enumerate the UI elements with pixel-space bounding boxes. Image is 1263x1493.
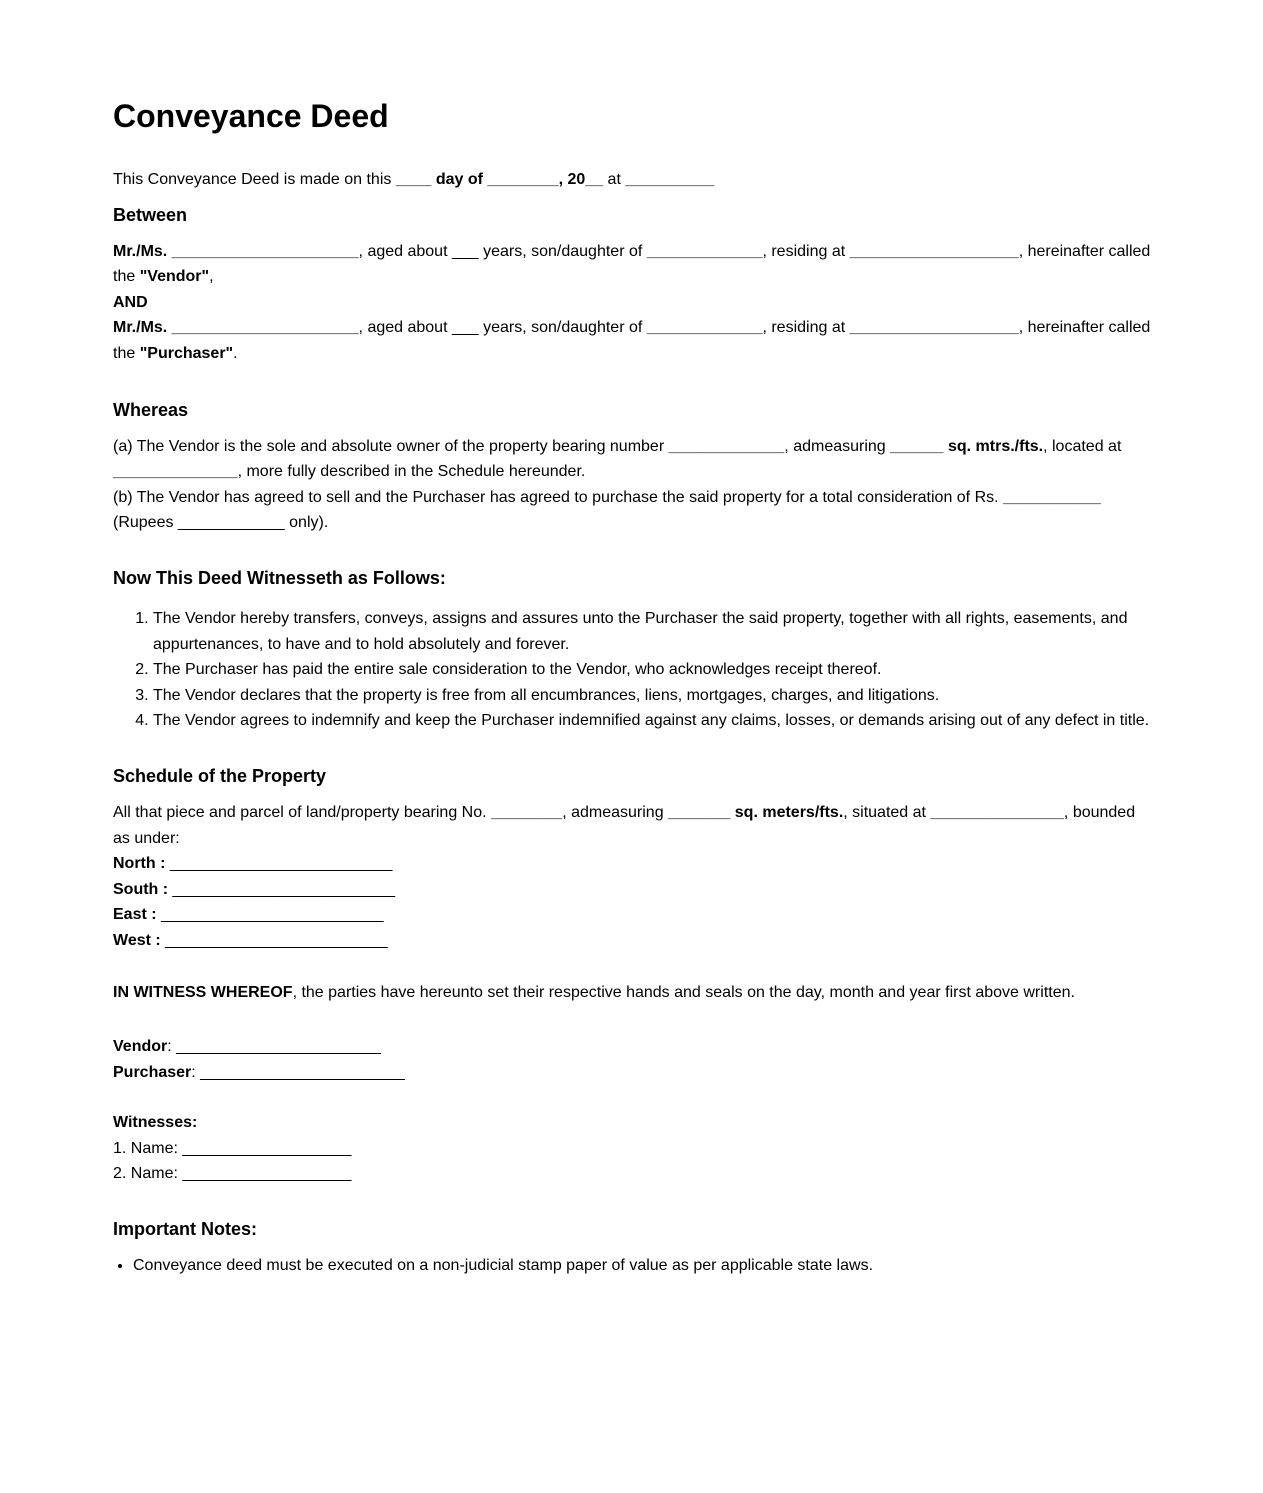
vendor-party-paragraph	[113, 239, 1153, 290]
purchaser-signature-label: Purchaser	[113, 1063, 192, 1081]
list-item: • Conveyance deed must be executed on a non-judicial stamp paper of value as per applicable state laws.	[133, 1253, 1153, 1279]
witnesseth-heading: Now This Deed Witnesseth as Follows:	[113, 567, 446, 588]
schedule-text-2: , admeasuring	[562, 803, 669, 821]
boundary-north	[113, 851, 1153, 877]
schedule-paragraph	[113, 800, 1153, 851]
schedule-text-1: All that piece and parcel of land/property bearing No.	[113, 803, 492, 821]
west-blank: _________________________	[160, 931, 388, 949]
list-item: 4. The Vendor agrees to indemnify and keep the Purchaser indemnified against any claims, losses, or demands arising out of any defect in title.	[153, 708, 1153, 734]
vendor-signature-line	[113, 1034, 1153, 1060]
witness-1-line: 1. Name: ___________________	[113, 1139, 352, 1157]
intro-place-blank: __________	[625, 171, 715, 188]
vendor-parent-blank: _____________	[646, 242, 763, 260]
whereas-heading: Whereas	[113, 399, 189, 420]
intro-paragraph	[113, 167, 1153, 193]
whereas-clause-b	[113, 485, 1153, 536]
witness-clause	[113, 980, 1153, 1006]
schedule-location-blank: _______________	[930, 803, 1064, 821]
in-witness-whereof: IN WITNESS WHEREOF	[113, 984, 293, 1002]
boundary-south	[113, 877, 1153, 903]
east-label: East :	[113, 906, 157, 924]
schedule-heading: Schedule of the Property	[113, 765, 327, 786]
list-item: 1. The Vendor hereby transfers, conveys, assigns and assures unto the Purchaser the said property, together with all rights, easements, and appurtenances, to have and to hold absolutely and forever.	[153, 606, 1153, 657]
north-blank: _________________________	[165, 855, 393, 873]
vendor-signature-blank: : _______________________	[167, 1038, 381, 1056]
vendor-name-blank: Mr./Ms. _____________________	[113, 242, 359, 260]
vendor-residing-text: , residing at	[762, 242, 850, 260]
whereas-a-text-3: , located at	[1043, 437, 1122, 455]
boundary-west	[113, 928, 1153, 954]
whereas-b-text-2: (Rupees ____________ only).	[113, 514, 329, 532]
whereas-clause-a	[113, 434, 1153, 485]
document-title: Conveyance Deed	[113, 98, 389, 134]
property-number-blank: _____________	[668, 437, 785, 455]
and-label	[113, 290, 1153, 316]
between-heading: Between	[113, 204, 188, 225]
purchaser-hereinafter-text: , hereinafter called the	[113, 319, 1151, 362]
intro-date-blank: ____ day of ________, 20__	[395, 171, 604, 188]
boundary-east	[113, 902, 1153, 928]
schedule-number-blank: ________	[491, 803, 563, 821]
south-label: South :	[113, 880, 169, 898]
purchaser-party-paragraph	[113, 315, 1153, 366]
north-label: North :	[113, 855, 166, 873]
witness-2-line: 2. Name: ___________________	[113, 1165, 352, 1183]
notes-list	[113, 1253, 1153, 1279]
vendor-end-punct: ,	[209, 268, 214, 286]
notes-heading: Important Notes:	[113, 1219, 257, 1240]
intro-text-2: at	[603, 171, 626, 188]
witnesses-heading	[113, 1110, 1153, 1136]
west-label: West :	[113, 931, 161, 949]
and-text: AND	[113, 293, 148, 311]
vendor-age-text: , aged about ___ years, son/daughter of	[358, 242, 647, 260]
vendor-signature-label: Vendor	[113, 1038, 168, 1056]
witnesses-label: Witnesses:	[113, 1114, 198, 1132]
whereas-a-text-2: , admeasuring	[784, 437, 891, 455]
south-blank: _________________________	[168, 880, 395, 898]
conveyance-deed-document	[113, 96, 1153, 1279]
whereas-a-text-1: (a) The Vendor is the sole and absolute owner of the property bearing number	[113, 437, 669, 455]
list-item: 3. The Vendor declares that the property is free from all encumbrances, liens, mortgages, charges, and litigations.	[153, 683, 1153, 709]
vendor-address-blank: ___________________	[849, 242, 1019, 260]
purchaser-residing-text: , residing at	[762, 319, 850, 337]
location-blank: ______________	[113, 463, 238, 481]
purchaser-signature-blank: : _______________________	[191, 1063, 405, 1081]
list-item: 2. The Purchaser has paid the entire sale consideration to the Vendor, who acknowledges receipt thereof.	[153, 657, 1153, 683]
witness-clause-text: , the parties have hereunto set their respective hands and seals on the day, month and year first above written.	[292, 984, 1075, 1002]
east-blank: _________________________	[156, 906, 384, 924]
purchaser-parent-blank: _____________	[646, 319, 763, 337]
witnesseth-list	[113, 606, 1153, 734]
purchaser-term: "Purchaser"	[139, 344, 234, 362]
purchaser-address-blank: ___________________	[849, 319, 1019, 337]
vendor-hereinafter-text: , hereinafter called the	[113, 242, 1151, 286]
schedule-text-3: , situated at	[843, 803, 931, 821]
schedule-area-blank: _______ sq. meters/fts.	[668, 803, 844, 821]
purchaser-name-blank: Mr./Ms. _____________________	[113, 319, 359, 337]
purchaser-end-punct: .	[233, 344, 238, 362]
purchaser-signature-line	[113, 1060, 1153, 1086]
purchaser-age-text: , aged about ___ years, son/daughter of	[358, 319, 647, 337]
whereas-b-text-1: (b) The Vendor has agreed to sell and the Purchaser has agreed to purchase the said property for a total consideration of Rs.	[113, 488, 1004, 506]
intro-text-1: This Conveyance Deed is made on this	[113, 171, 396, 188]
whereas-a-text-4: , more fully described in the Schedule hereunder.	[237, 463, 586, 481]
schedule-text-4: , bounded as under:	[113, 803, 1136, 847]
area-blank: ______ sq. mtrs./fts.	[890, 437, 1044, 455]
consideration-amount-blank: ___________	[1003, 488, 1101, 506]
vendor-term: "Vendor"	[139, 268, 210, 286]
